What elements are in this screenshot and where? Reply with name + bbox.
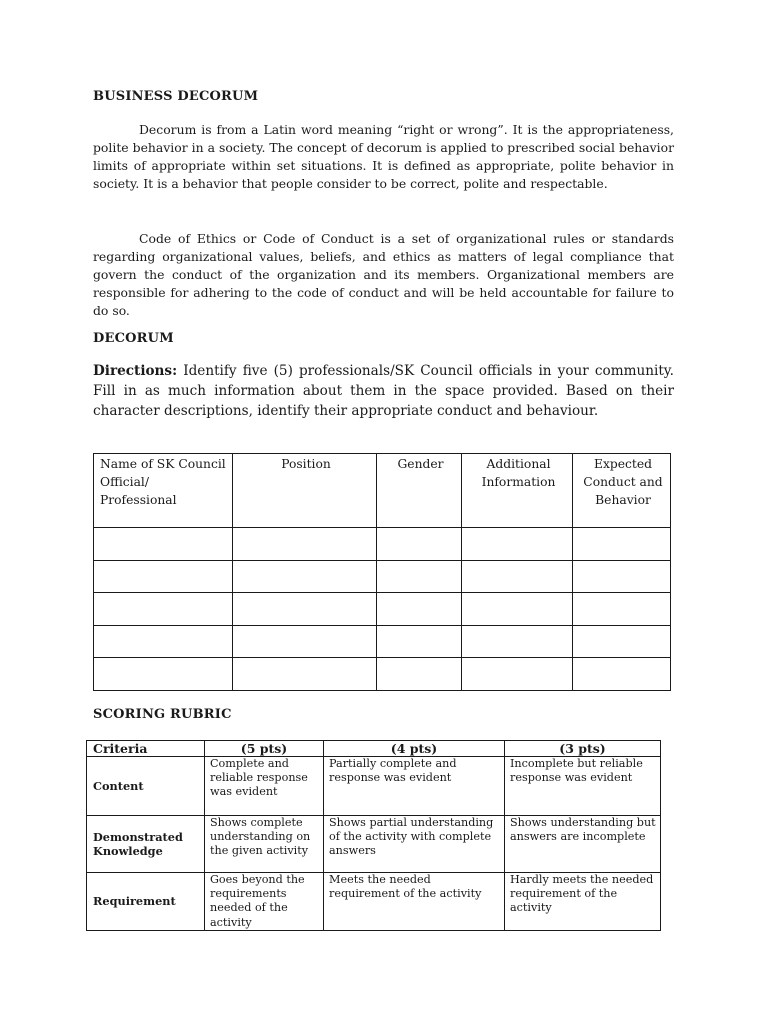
additional-info-cell[interactable] bbox=[462, 593, 573, 626]
header-additional-information: Additional Information bbox=[462, 454, 573, 528]
gender-cell[interactable] bbox=[377, 593, 462, 626]
business-decorum-heading: BUSINESS DECORUM bbox=[93, 89, 259, 104]
directions-text: Identify five (5) professionals/SK Council officials in your community. Fill in as much information about them in the space provided. Based on their character descriptions, identify their appropriate conduct and behaviour. bbox=[93, 363, 674, 420]
header-gender: Gender bbox=[377, 454, 462, 528]
name-cell[interactable] bbox=[94, 658, 233, 691]
additional-info-cell[interactable] bbox=[462, 528, 573, 561]
expected-conduct-cell[interactable] bbox=[573, 593, 671, 626]
table-row bbox=[94, 625, 671, 658]
directions-paragraph bbox=[93, 361, 674, 421]
officials-table-header-row bbox=[94, 454, 671, 528]
table-row bbox=[94, 593, 671, 626]
rubric-cell-5pts: Goes beyond the requirements needed of the activity bbox=[205, 873, 324, 931]
table-row bbox=[94, 560, 671, 593]
position-cell[interactable] bbox=[233, 593, 377, 626]
position-cell[interactable] bbox=[233, 528, 377, 561]
directions-label: Directions: bbox=[93, 363, 178, 379]
gender-cell[interactable] bbox=[377, 625, 462, 658]
name-cell[interactable] bbox=[94, 560, 233, 593]
rubric-cell-5pts: Complete and reliable response was evident bbox=[205, 757, 324, 816]
scoring-rubric-table bbox=[86, 740, 661, 931]
decorum-heading: DECORUM bbox=[93, 331, 174, 346]
officials-info-table bbox=[93, 453, 671, 691]
additional-info-cell[interactable] bbox=[462, 560, 573, 593]
rubric-cell-3pts: Incomplete but reliable response was evident bbox=[505, 757, 661, 816]
rubric-header-4pts: (4 pts) bbox=[324, 741, 505, 757]
scoring-rubric-heading: SCORING RUBRIC bbox=[93, 707, 232, 722]
position-cell[interactable] bbox=[233, 625, 377, 658]
rubric-header-3pts: (3 pts) bbox=[505, 741, 661, 757]
table-row bbox=[94, 658, 671, 691]
expected-conduct-cell[interactable] bbox=[573, 625, 671, 658]
rubric-header-criteria: Criteria bbox=[87, 741, 205, 757]
paragraph-code-of-ethics-text: Code of Ethics or Code of Conduct is a set of organizational rules or standards regarding organizational values, beliefs, and ethics as matters of legal compliance that govern the conduct of the organization and its members. Organizational members are responsible for adhering to the code of conduct and will be held accountable for failure to do so. bbox=[93, 231, 674, 319]
additional-info-cell[interactable] bbox=[462, 658, 573, 691]
expected-conduct-cell[interactable] bbox=[573, 528, 671, 561]
rubric-row-demonstrated-knowledge bbox=[87, 816, 661, 873]
rubric-cell-3pts: Hardly meets the needed requirement of the activity bbox=[505, 873, 661, 931]
header-expected-conduct: Expected Conduct and Behavior bbox=[573, 454, 671, 528]
rubric-cell-4pts: Partially complete and response was evident bbox=[324, 757, 505, 816]
rubric-header-5pts: (5 pts) bbox=[205, 741, 324, 757]
name-cell[interactable] bbox=[94, 625, 233, 658]
gender-cell[interactable] bbox=[377, 658, 462, 691]
position-cell[interactable] bbox=[233, 658, 377, 691]
table-row bbox=[94, 528, 671, 561]
paragraph-code-of-ethics bbox=[93, 230, 674, 320]
rubric-criteria-label: Requirement bbox=[87, 873, 205, 931]
additional-info-cell[interactable] bbox=[462, 625, 573, 658]
rubric-row-content bbox=[87, 757, 661, 816]
name-cell[interactable] bbox=[94, 593, 233, 626]
rubric-row-requirement bbox=[87, 873, 661, 931]
paragraph-decorum-definition bbox=[93, 121, 674, 193]
header-position: Position bbox=[233, 454, 377, 528]
rubric-cell-4pts: Shows partial understanding of the activity with complete answers bbox=[324, 816, 505, 873]
rubric-criteria-label: Demonstrated Knowledge bbox=[87, 816, 205, 873]
rubric-header-row bbox=[87, 741, 661, 757]
rubric-cell-4pts: Meets the needed requirement of the activity bbox=[324, 873, 505, 931]
gender-cell[interactable] bbox=[377, 560, 462, 593]
rubric-criteria-label: Content bbox=[87, 757, 205, 816]
header-name: Name of SK Council Official/ Professional bbox=[94, 454, 233, 528]
gender-cell[interactable] bbox=[377, 528, 462, 561]
paragraph-decorum-text: Decorum is from a Latin word meaning “right or wrong”. It is the appropriateness, polite behavior in a society. The concept of decorum is applied to prescribed social behavior limits of appropriate within set situations. It is defined as appropriate, polite behavior in society. It is a behavior that people consider to be correct, polite and respectable. bbox=[93, 122, 674, 192]
position-cell[interactable] bbox=[233, 560, 377, 593]
expected-conduct-cell[interactable] bbox=[573, 658, 671, 691]
rubric-cell-3pts: Shows understanding but answers are incomplete bbox=[505, 816, 661, 873]
name-cell[interactable] bbox=[94, 528, 233, 561]
expected-conduct-cell[interactable] bbox=[573, 560, 671, 593]
rubric-cell-5pts: Shows complete understanding on the given activity bbox=[205, 816, 324, 873]
